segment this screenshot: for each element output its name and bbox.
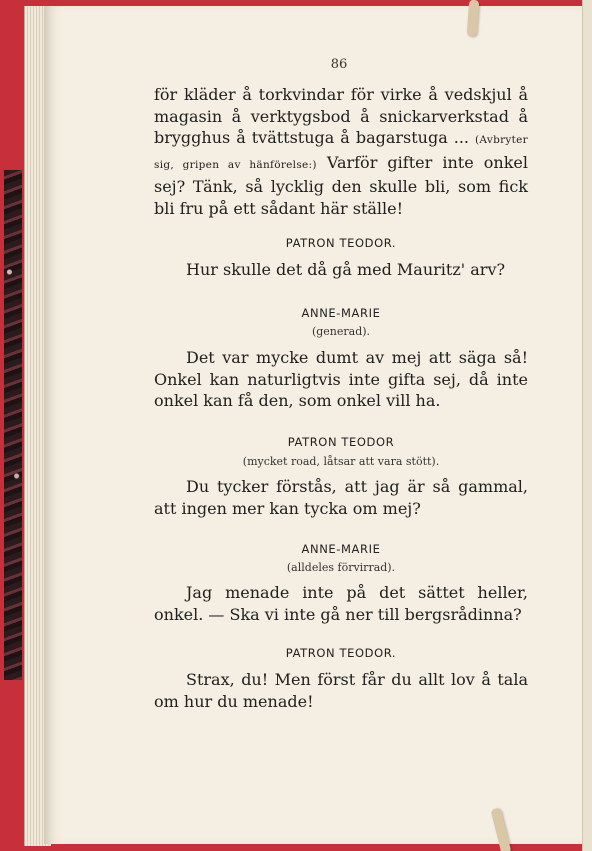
- opening-text-after: Varför gifter inte onkel sej? Tänk, så lycklig den skulle bli, som fick bli fru på ett sådant här ställe!: [154, 152, 528, 218]
- speaker-name: PATRON TEODOR: [287, 435, 395, 449]
- dialogue-line: [154, 347, 528, 412]
- dialogue-line: [154, 582, 528, 625]
- opening-stage-direction: (Avbryter sig, gripen av hänförelse:): [154, 134, 528, 171]
- opening-text: för kläder å torkvindar för virke å vedskjul å magasin å verktygsbod å snickarverkstad å brygghus å tvättstuga å bagarstuga ...: [154, 85, 528, 147]
- marbled-endpaper: [4, 170, 22, 680]
- stage-direction: (mycket road, låtsar att vara stött).: [242, 455, 440, 468]
- line-text: Jag menade inte på det sättet heller, onkel. — Ska vi inte gå ner till bergsrådinna?: [154, 583, 528, 624]
- speaker-name: ANNE-MARIE: [301, 306, 381, 320]
- opening-paragraph: [154, 84, 528, 219]
- page-number: 86: [330, 57, 348, 72]
- speaker-name: ANNE-MARIE: [301, 542, 381, 556]
- line-text: Strax, du! Men först får du allt lov å tala om hur du menade!: [154, 670, 528, 711]
- line-text: Du tycker förstås, att jag är så gammal, att ingen mer kan tycka om mej?: [154, 477, 528, 518]
- speaker-name: PATRON TEODOR.: [285, 646, 397, 660]
- line-text: Hur skulle det då gå med Mauritz' arv?: [186, 260, 506, 279]
- dialogue-line: [154, 476, 528, 519]
- stage-direction: (generad).: [311, 325, 371, 338]
- stage-direction: (alldeles förvirrad).: [286, 561, 396, 574]
- line-text: Det var mycke dumt av mej att säga så! Onkel kan naturligtvis inte gifta sej, då inte onkel kan få den, som onkel vill ha.: [154, 348, 528, 410]
- speaker-name: PATRON TEODOR.: [285, 236, 397, 250]
- dialogue-line: [154, 669, 528, 712]
- dialogue-line: [154, 259, 528, 281]
- right-page-edge: [582, 0, 592, 851]
